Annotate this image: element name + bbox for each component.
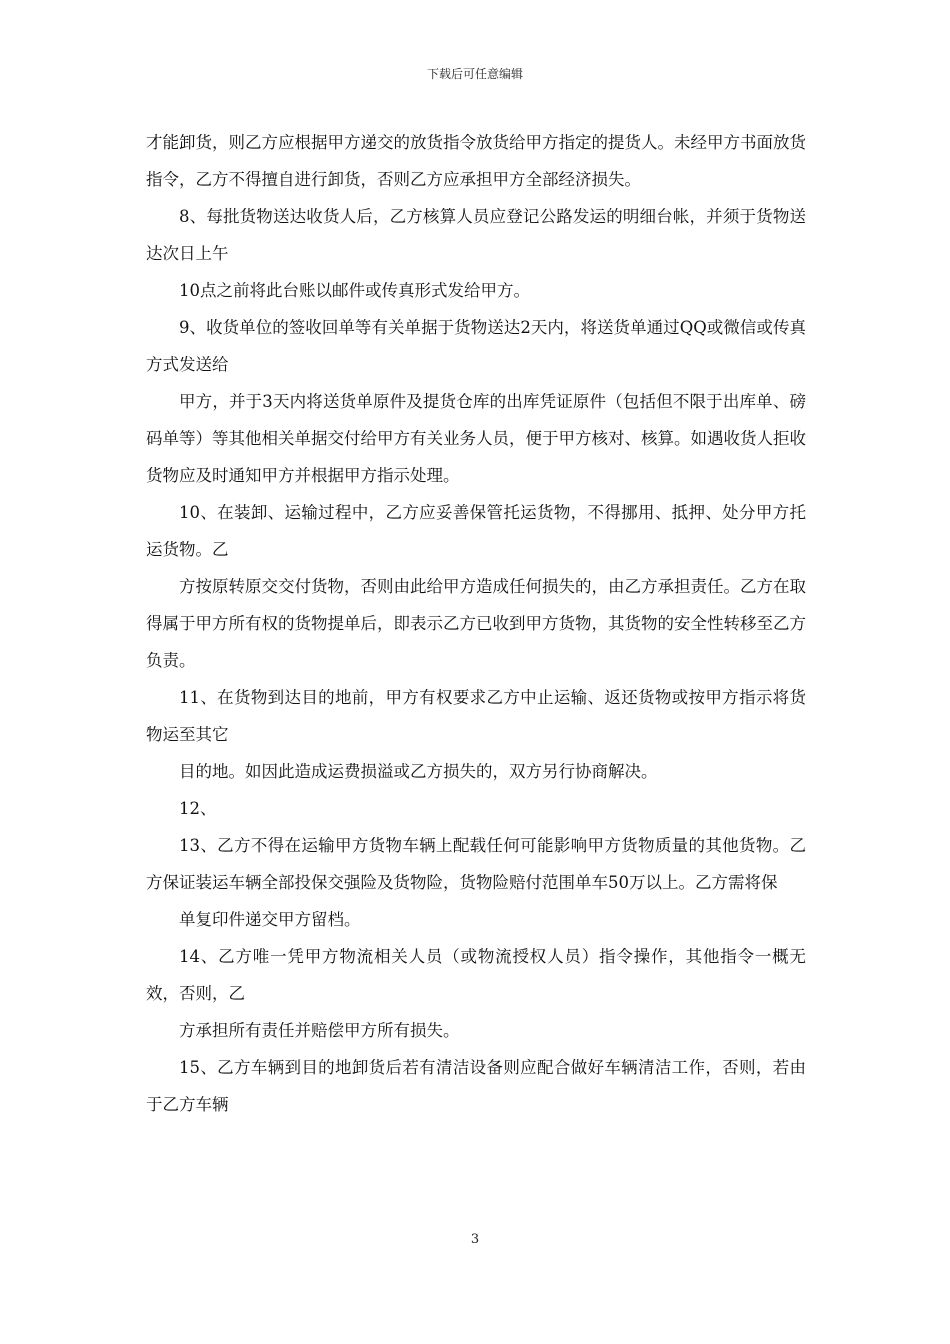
paragraph: 单复印件递交甲方留档。 — [179, 910, 361, 929]
paragraph: 11、在货物到达目的地前，甲方有权要求乙方中止运输、返还货物或按甲方指示将货物运至其它 — [146, 688, 806, 744]
document-body — [146, 124, 806, 1123]
paragraph: 8、每批货物送达收货人后，乙方核算人员应登记公路发运的明细台帐，并须于货物送达次日上午 — [146, 207, 806, 263]
paragraph: 12、 — [179, 799, 217, 818]
paragraph: 10、在装卸、运输过程中，乙方应妥善保管托运货物，不得挪用、抵押、处分甲方托运货物。乙 — [146, 503, 806, 559]
paragraph: 甲方，并于3天内将送货单原件及提货仓库的出库凭证原件（包括但不限于出库单、磅码单等）等其他相关单据交付给甲方有关业务人员，便于甲方核对、核算。如遇收货人拒收货物应及时通知甲方并根据甲方指示处理。 — [146, 392, 806, 485]
paragraph: 13、乙方不得在运输甲方货物车辆上配载任何可能影响甲方货物质量的其他货物。乙方保证装运车辆全部投保交强险及货物险，货物险赔付范围单车50万以上。乙方需将保 — [146, 836, 806, 892]
paragraph: 方承担所有责任并赔偿甲方所有损失。 — [179, 1021, 460, 1040]
paragraph: 15、乙方车辆到目的地卸货后若有清洁设备则应配合做好车辆清洁工作，否则，若由于乙方车辆 — [146, 1058, 806, 1114]
paragraph: 才能卸货，则乙方应根据甲方递交的放货指令放货给甲方指定的提货人。未经甲方书面放货指令，乙方不得擅自进行卸货，否则乙方应承担甲方全部经济损失。 — [146, 133, 806, 189]
paragraph: 14、乙方唯一凭甲方物流相关人员（或物流授权人员）指令操作，其他指令一概无效，否则，乙 — [146, 947, 806, 1003]
paragraph: 目的地。如因此造成运费损溢或乙方损失的，双方另行协商解决。 — [179, 762, 658, 781]
paragraph: 方按原转原交交付货物，否则由此给甲方造成任何损失的，由乙方承担责任。乙方在取得属于甲方所有权的货物提单后，即表示乙方已收到甲方货物，其货物的安全性转移至乙方负责。 — [146, 577, 806, 670]
paragraph: 9、收货单位的签收回单等有关单据于货物送达2天内，将送货单通过QQ或微信或传真方式发送给 — [146, 318, 806, 374]
paragraph: 10点之前将此台账以邮件或传真形式发给甲方。 — [179, 281, 530, 300]
page-number: 3 — [470, 1232, 480, 1247]
page-header: 下载后可任意编辑 — [426, 67, 523, 81]
